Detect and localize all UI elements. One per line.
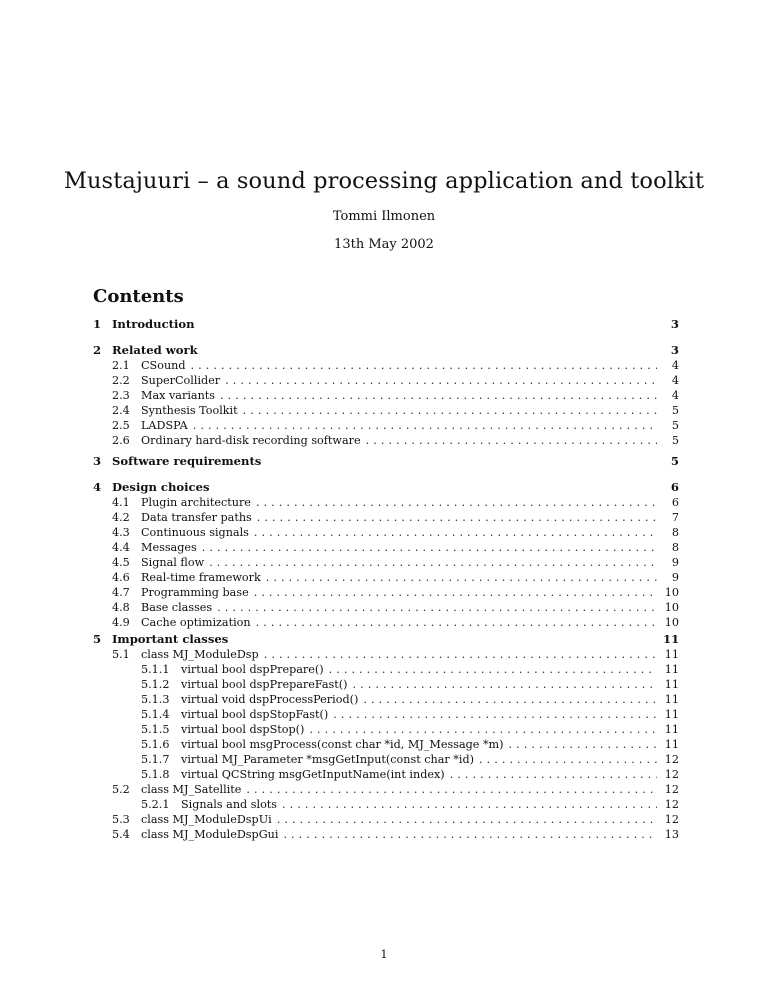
toc-entry[interactable] [93,358,679,373]
toc-entry-title: Programming base [141,586,249,599]
toc-entry[interactable] [93,570,679,585]
toc-entry-title: Important classes [112,632,229,646]
toc-dot-leader [193,418,657,433]
toc-entry-title: class MJ_ModuleDspGui [141,828,279,841]
toc-entry-page: 6 [670,480,679,494]
toc-dot-leader [209,555,657,570]
toc-entry-number: 2.4 [112,404,130,417]
toc-entry-page: 4 [671,359,679,372]
toc-entry-number: 5.1.4 [141,708,170,721]
toc-entry[interactable] [93,782,679,797]
toc-entry-title: Software requirements [112,454,262,468]
toc-entry-title: virtual bool dspPrepare() [181,663,324,676]
toc-entry-number: 4.3 [112,526,130,539]
toc-entry[interactable] [93,418,679,433]
toc-dot-leader [479,752,657,767]
toc-entry-page: 10 [664,616,679,629]
toc-entry-page: 4 [671,389,679,402]
toc-entry-page: 12 [664,783,679,796]
toc-entry-page: 12 [664,753,679,766]
toc-entry-title: virtual QCString msgGetInputName(int index) [181,768,445,781]
document-title: Mustajuuri – a sound processing application and toolkit [63,168,705,194]
toc-entry-page: 12 [664,798,679,811]
toc-entry-page: 3 [670,343,679,357]
toc-entry[interactable] [93,510,679,525]
toc-entry[interactable] [93,827,679,842]
toc-dot-leader [277,812,657,827]
toc-entry-page: 11 [663,632,680,646]
toc-entry-number: 4.8 [112,601,130,614]
toc-entry[interactable] [93,615,679,630]
toc-dot-leader [264,647,657,662]
toc-entry[interactable] [93,797,679,812]
toc-entry-title: virtual MJ_Parameter *msgGetInput(const char *id) [181,753,474,766]
document-date: 13th May 2002 [334,237,434,252]
toc-entry[interactable] [93,495,679,510]
toc-entry-page: 7 [671,511,679,524]
toc-entry-page: 9 [671,571,679,584]
toc-entry-page: 5 [671,419,679,432]
toc-entry-number: 1 [93,317,102,331]
toc-entry-title: virtual bool msgProcess(const char *id, MJ_Message *m) [181,738,504,751]
toc-entry-page: 11 [664,648,679,661]
toc-dot-leader [217,600,657,615]
toc-entry[interactable] [93,343,679,358]
toc-dot-leader [333,707,657,722]
toc-entry-title: class MJ_Satellite [141,783,242,796]
toc-entry-title: virtual bool dspStop() [181,723,305,736]
toc-entry-title: Design choices [112,480,210,494]
toc-dot-leader [256,495,657,510]
toc-entry-title: Cache optimization [141,616,251,629]
toc-entry-number: 5.2.1 [141,798,170,811]
toc-entry[interactable] [93,737,679,752]
toc-entry-number: 2.3 [112,389,130,402]
toc-entry-number: 2.5 [112,419,130,432]
toc-entry-page: 11 [664,738,679,751]
toc-dot-leader [246,782,657,797]
toc-entry-page: 11 [664,663,679,676]
document-author: Tommi Ilmonen [332,209,436,224]
toc-entry-page: 6 [671,496,679,509]
toc-entry-title: Synthesis Toolkit [141,404,238,417]
toc-entry-number: 4.9 [112,616,130,629]
toc-entry-title: Related work [112,343,198,357]
toc-entry-title: LADSPA [141,419,188,432]
toc-entry-number: 4.5 [112,556,130,569]
toc-entry-title: class MJ_ModuleDsp [141,648,259,661]
toc-entry[interactable] [93,647,679,662]
toc-entry-title: Signals and slots [181,798,278,811]
toc-entry[interactable] [93,600,679,615]
toc-dot-leader [509,737,657,752]
toc-entry-number: 5.1.6 [141,738,170,751]
toc-entry-page: 5 [671,434,679,447]
toc-entry[interactable] [93,433,679,448]
toc-entry[interactable] [93,722,679,737]
toc-entry-title: class MJ_ModuleDspUi [141,813,272,826]
toc-entry-title: Continuous signals [141,526,249,539]
toc-entry-number: 5.3 [112,813,130,826]
toc-entry[interactable] [93,707,679,722]
toc-entry-page: 10 [664,586,679,599]
toc-entry-page: 12 [664,813,679,826]
toc-entry[interactable] [93,555,679,570]
toc-entry-page: 4 [671,374,679,387]
toc-entry-number: 4.2 [112,511,130,524]
toc-entry[interactable] [93,525,679,540]
toc-dot-leader [254,525,657,540]
toc-entry-page: 8 [671,526,679,539]
toc-dot-leader [202,540,657,555]
toc-entry-page: 10 [664,601,679,614]
toc-entry[interactable] [93,752,679,767]
toc-dot-leader [243,403,657,418]
toc-entry[interactable] [93,692,679,707]
toc-entry-number: 4.7 [112,586,130,599]
toc-entry-title: Max variants [141,389,216,402]
toc-entry-number: 5 [93,632,102,646]
toc-entry-number: 4.6 [112,571,130,584]
toc-entry-title: Plugin architecture [141,496,251,509]
toc-entry-page: 8 [671,541,679,554]
toc-entry-page: 5 [671,404,679,417]
toc-entry[interactable] [93,403,679,418]
toc-entry-title: Data transfer paths [141,511,252,524]
toc-dot-leader [220,388,657,403]
toc-entry-number: 2.2 [112,374,130,387]
toc-entry-number: 2.1 [112,359,130,372]
toc-entry[interactable] [93,540,679,555]
toc-entry-number: 5.1.7 [141,753,170,766]
toc-dot-leader [282,797,657,812]
toc-entry-number: 4.4 [112,541,130,554]
toc-entry-title: Base classes [141,601,213,614]
toc-dot-leader [256,615,657,630]
toc-dot-leader [353,677,657,692]
toc-entry-title: Real-time framework [141,571,261,584]
toc-entry-number: 5.2 [112,783,130,796]
toc-entry-number: 5.1 [112,648,130,661]
toc-dot-leader [225,373,657,388]
toc-entry-number: 2.6 [112,434,130,447]
toc-entry-number: 4.1 [112,496,130,509]
toc-entry[interactable] [93,585,679,600]
toc-entry-page: 11 [664,678,679,691]
toc-entry-number: 5.1.8 [141,768,170,781]
toc-entry-number: 5.4 [112,828,130,841]
toc-entry[interactable] [93,454,679,469]
toc-entry-title: virtual bool dspPrepareFast() [181,678,348,691]
toc-entry-title: Introduction [112,317,195,331]
toc-entry-number: 2 [93,343,102,357]
toc-entry[interactable] [93,767,679,782]
toc-entry-title: virtual void dspProcessPeriod() [181,693,359,706]
toc-entry-page: 13 [664,828,679,841]
toc-entry-title: SuperCollider [141,374,221,387]
toc-entry-title: Ordinary hard-disk recording software [141,434,361,447]
toc-entry-page: 11 [664,708,679,721]
toc-dot-leader [254,585,657,600]
toc-entry-number: 3 [93,454,102,468]
toc-entry-title: Messages [141,541,197,554]
toc-entry[interactable] [93,373,679,388]
toc-dot-leader [309,722,657,737]
toc-entry-page: 12 [664,768,679,781]
toc-dot-leader [191,358,657,373]
toc-entry[interactable] [93,677,679,692]
toc-dot-leader [329,662,657,677]
toc-entry[interactable] [93,662,679,677]
toc-dot-leader [366,433,657,448]
contents-heading: Contents [93,286,184,307]
toc-entry[interactable] [93,388,679,403]
toc-entry-page: 11 [664,693,679,706]
toc-dot-leader [266,570,657,585]
toc-dot-leader [283,827,657,842]
toc-entry-page: 5 [670,454,679,468]
toc-entry-number: 4 [93,480,102,494]
toc-dot-leader [450,767,657,782]
toc-entry-number: 5.1.5 [141,723,170,736]
page-number: 1 [380,948,388,961]
toc-entry-page: 11 [664,723,679,736]
toc-entry[interactable] [93,480,679,495]
toc-dot-leader [257,510,657,525]
toc-entry-title: Signal flow [141,556,205,569]
toc-entry-title: virtual bool dspStopFast() [181,708,329,721]
toc-entry-title: CSound [141,359,186,372]
toc-entry[interactable] [93,812,679,827]
toc-entry[interactable] [93,317,679,332]
toc-entry[interactable] [93,632,679,647]
toc-dot-leader [363,692,657,707]
toc-entry-number: 5.1.3 [141,693,170,706]
toc-entry-page: 3 [670,317,679,331]
toc-entry-page: 9 [671,556,679,569]
toc-entry-number: 5.1.2 [141,678,170,691]
toc-entry-number: 5.1.1 [141,663,170,676]
